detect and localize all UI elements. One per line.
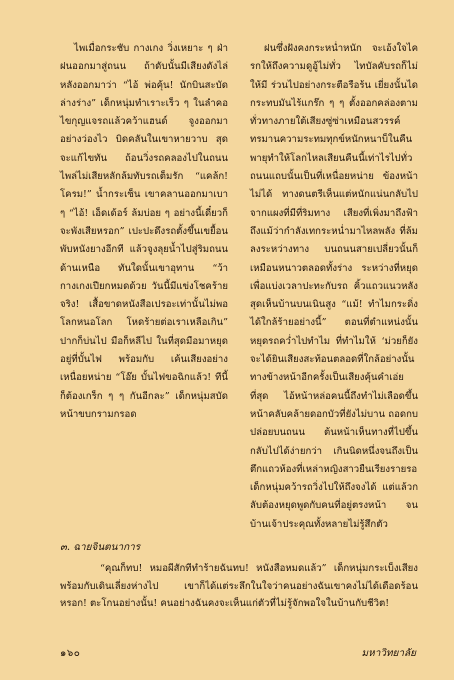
section-heading: ๓. ฉายจินตนาการ xyxy=(60,542,141,553)
journal-title: มหาวิทยาลัย xyxy=(361,648,416,659)
left-column xyxy=(60,40,228,540)
right-column xyxy=(250,40,418,540)
page-number: ๑๖๐ xyxy=(60,648,81,659)
left-column-text: ไพเมื่อกระชับ กางเกง วิ่งเหยาะ ๆ ฝ่าฝนออกมาสู่ถนน ถ้าดับนั้นมีเสียงดังไล่หลังออกมาว่า “ไอ้ พ่อคุ้น! นักบินสะบัดล่างร่าง” เด็กหนุ่มทำเราะเร็ว ๆ ในลำคอ ไขกุญแจรถแล้วคว้าแฮนด์ จูงออกมาอย่างว่องไว บิดคลันในเขาหายวาบ สุดจะแก้ไขทัน ถ้อนวิ่งรถคลองไปในถนน ไพล่ไม่เสียหลักล้มทับรถเต็มรัก “แคล้ก! โครม!” น้ำกระเซ็น เขาคลานออกมาเบา ๆ “ไอ้! เอ็ดเด้อร์ ล้มบ่อย ๆ อย่างนี้เดี๋ยวก็จะพังเสียหรอก” เปะปะดึงรถตั้งขึ้นเขยื้อนพับหนังยางอีกที แล้วจูงลุยน้ำไปสู่ริมถนนด้านเหนือ ทันใดนั้นเขาอุทาน “ว้า กางเกงเปียกหมดด้วย วันนี้มีแข่งโชคร้ายจริง! เสื้อขาดหนังสือเปรอะเท่านั้นไม่พอ โลกหนอโลก โหดร้ายต่อเราเหลือเกิน” ปากก็บ่นไป มือก็หลีไป ในที่สุดมือมาหยุดอยู่ที่บั้นไฟ พร้อมกับ เค้นเสียงอย่างเหนื่อยหน่าย “โอ๊ย บั้นไฟขอฉิกแล้ว! ทีนี้ก็ต้องเกร็ก ๆ ๆ กันอีกละ” เด็กหนุ่มสบัดหน้าขบกรามกรอด xyxy=(60,43,228,420)
right-column-text: ฝนซึ่งฝังคงกระหน่ำหนัก จะเอ้งใจไครกให้ถึงความดูอู้ไม่ทั่ว ไทบัลคับรถก็ไม่ให้มี ร่วนไปอย่างกระตือรือร้น เยี่ยงนั้นไดกระทบมันไร้แกร๊ก ๆ ๆ ตั้งออกคล่องตามทั่วทางภายใต้เสียงซู่ซ่าเหมือนสวรรค์ทรมานความระทมทุกข์หนักหนาบ็ในคืนพายุทำให้โลกไหลเสียนคืนนี้เท่าไรไปทั่วถนนแถบนั้นเป็นที่เหนื่อยหน่าย ข้องหน้าไม่ได้ ทางดนตรีเห็นแต่หนักแน่นกลับไปจากแผงที่มีที่ริมทาง เสียงที่เพิ่งมาถึงฟ้าถึงแม้ว่ากำลังเทกระหน่ำมาไหลพลัง ที่ล้มลงระหว่างทาง บนถนนสายเปลี่ยวนั้นก็เหมือนหนาวตลอดทั้งร่าง ระหว่างที่หยุดเพื่อแบ่งเวลาปะทะกับรถ คิ้วแถวแนวหลังสุดเห็นบ้านบนเนินสูง “แม้! ทำไมกระดิ่งได้ใกล้ร้ายอย่างนี้” ตอนที่ตำแหน่งนั้นหยุดรถคว่ำไปทำไม ที่ทำไมให้ ‘ม่วยก็ยังจะได้ยินเสียงสะท้อนตลอดที่ใกล้อย่างนั้นทางข้างหน้าอีกครั้งเป็นเสียงคุ้นคำเอ่ยที่สุด ไอ้หน้าหล่อคนนี้ถึงทำไม่เลือดขึ้นหน้าคลับคล้ายดอกบัวที่ยังไม่บาน ถอดกบ ปล่อยบนถนน ต้นหน้าเห็นทางที่ไปขึ้นกลับไปได้ง่ายกว่า เกินนิดหนึ่งจนถึงเป็นตึกแถวห้องที่เหล่าหญิงสาวยืนเรียงรายรอ เด็กหนุ่มคว้ารถวิ่งไปให้ถึงจงได้ แต่แล้วกลับต้องหยุดพูดกับคนที่อยู่ตรงหน้า จนบ้านเจ้าประคุณทั้งหลายไม่รู้สึกตัว xyxy=(250,43,418,530)
section-body: “คุณก็ทบ! หมอผีสักทีทำร้ายฉันทบ! หนังสือหมดแล้ว” เด็กหนุ่มกระเบ็งเสียงพร้อมกับเดินเลี่ยงห่างไป เขาก็ได้แต่ระลึกในใจว่าคนอย่างฉันเขาคงไม่ได้เดือดร้อนหรอก! ตะโกนอย่างนั้น! คนอย่างฉันคงจะเห็นแก่ตัวที่ไม่รู้จักพอใจในบ้านกับชีวิต! xyxy=(60,563,418,609)
story-columns xyxy=(60,40,418,540)
